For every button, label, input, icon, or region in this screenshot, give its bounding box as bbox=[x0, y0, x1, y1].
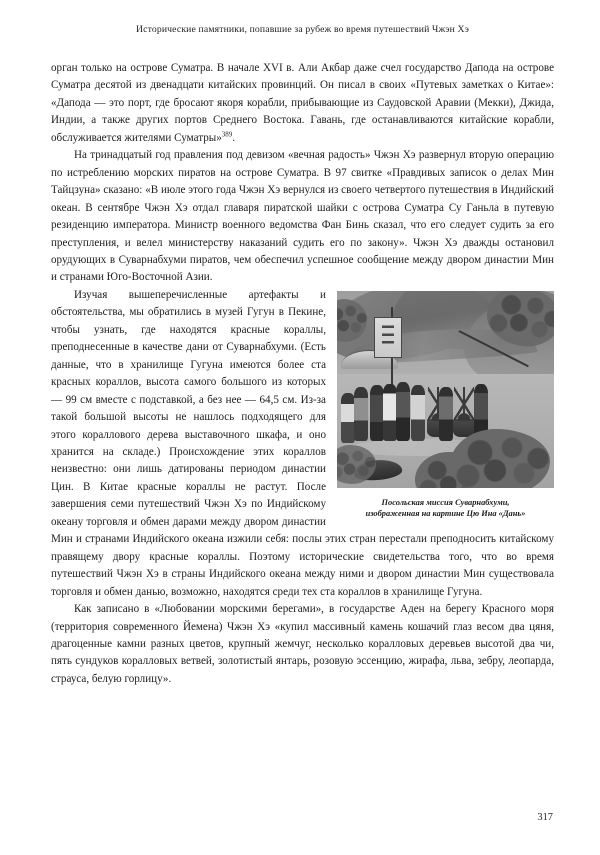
paragraph-1-text: орган только на острове Суматра. В начале XVI в. Али Акбар даже счел государство Дапода на острове Суматра десятой из двенадцати китайских провинций. Он писал в своих «Путевых заметках о Китае»: «Дапода — это порт, где бросают якоря корабли, прибывающие из Саудовской Аравии (Мекки), Джида, Индии, а также других портов Среднего Востока. Гавань, где останавливаются китайские корабли, обслуживается жителями Суматры» bbox=[51, 62, 554, 144]
paragraph-2: На тринадцатый год правления под девизом «вечная радость» Чжэн Хэ развернул вторую операцию по истреблению морских пиратов на острове Суматра. В 97 свитке «Правдивых записок о делах Мин Тайцзуна» сказано: «В июле этого года Чжэн Хэ вернулся из своего четвертого путешествия в Индийский океан. В сентябре Чжэн Хэ отдал главаря пиратской шайки с острова Суматра Су Ганьла в путевую резиденцию императора. Министр военного ведомства Фан Бинь сказал, что его следует судить за его преступления, и велел министерству наказаний судить его по закону». Чжэн Хэ дважды остановил орудующих в Суварнабхуми пиратов, чем обеспечил успешное сообщение между двором династии Мин и странами Юго-Восточной Азии. bbox=[51, 149, 554, 284]
page-number: 317 bbox=[537, 812, 553, 823]
paragraph-4: Как записано в «Любовании морскими берегами», в государстве Аден на берегу Красного моря (территория современного Йемена) Чжэн Хэ «купил массивный камень кошачий глаз весом два цяня, драгоценные камни разных цветов, крупный жемчуг, несколько коралловых деревьев высотой два чи, пять сундуков коралловых ветвей, золотистый янтарь, розовую эссенцию, жирафа, льва, зебру, леопарда, страуса, белую горлицу». bbox=[51, 603, 554, 685]
painting-figure-2 bbox=[354, 387, 368, 440]
figure-caption-line-2: изображенная на картине Цю Ина «Дань» bbox=[365, 509, 526, 519]
painting-figure-5 bbox=[396, 382, 410, 441]
painting-figure-4 bbox=[383, 384, 397, 441]
paragraph-1 bbox=[51, 60, 554, 147]
painting-figure-7 bbox=[439, 387, 453, 440]
painting-figure-3 bbox=[370, 385, 384, 440]
painting-banner bbox=[374, 317, 402, 358]
footnote-marker-389: 389 bbox=[221, 130, 233, 139]
paragraph-3: Изучая вышеперечисленные артефакты и обстоятельства, мы обратились в музей Гугун в Пекине, чтобы узнать, где находятся красные кораллы, преподнесенные в качестве дани от Суварнабхуми. (Есть данные, что в хранилище Гугуна имеются более ста красных кораллов, высота самого большого из которых — 99 см вместе с подставкой, а без нее — 64,5 см. Из-за такой большой высоты не нашлось подходящего для этого кораллового дерева выставочного шкафа, и оно хранится на складе.) Происхождение этих кораллов неизвестно: они лишь датированы периодом династии Цин. В Китае красные кораллы не растут. После завершения семи путешествий Чжэн Хэ по Индийскому океану торговля и обмен дарами между двором династии Мин и странами Индийского океана изжили себя: послы этих стран перестали преподносить китайскому правящему двору красные кораллы. Поэтому исторические свидетельства того, что во время путешествий Чжэн Хэ в страны Индийского океана между ними и двором династии Мин существовала торговля и обмен данью, возможно, находятся среди тех ста кораллов в хранилище Гугуна. bbox=[51, 288, 554, 598]
figure-caption bbox=[337, 497, 554, 520]
figure-caption-line-1: Посольская миссия Суварнабхуми, bbox=[381, 497, 510, 507]
figure-tribute-mission bbox=[337, 291, 554, 520]
running-head: Исторические памятники, попавшие за рубеж во время путешествий Чжэн Хэ bbox=[135, 24, 470, 35]
figure-image-tribute-painting bbox=[337, 291, 554, 488]
painting-coral-tree-2 bbox=[454, 387, 474, 420]
paragraph-1-tail: . bbox=[232, 131, 236, 144]
page-body bbox=[51, 60, 554, 688]
painting-figure-6 bbox=[411, 385, 425, 440]
painting-figure-1 bbox=[341, 393, 355, 442]
